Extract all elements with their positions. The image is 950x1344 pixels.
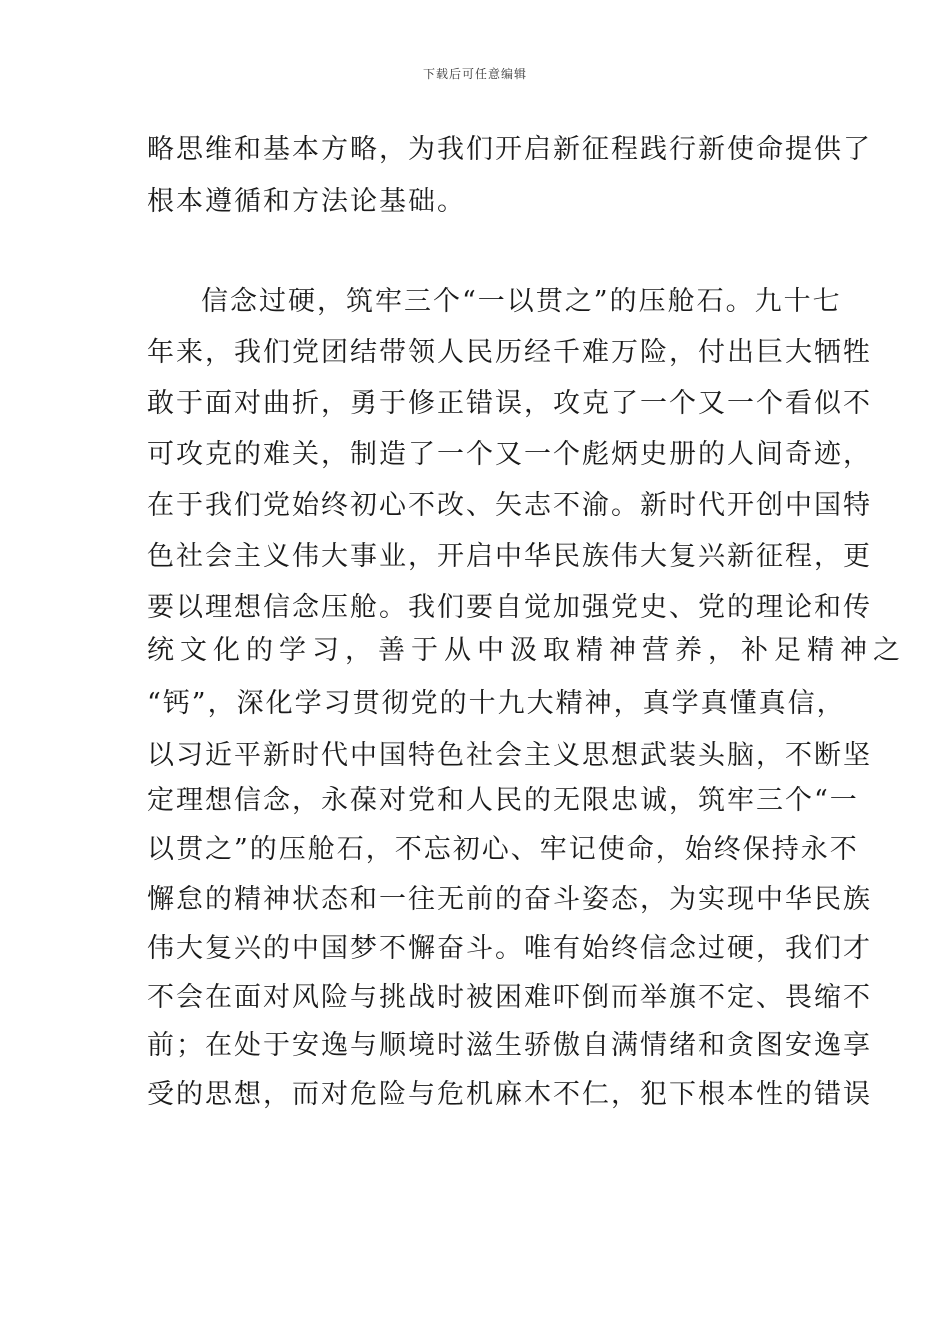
text-line: 受的思想，而对危险与危机麻木不仁，犯下根本性的错误 bbox=[147, 1079, 872, 1110]
text-line: 懈怠的精神状态和一往无前的奋斗姿态，为实现中华民族 bbox=[147, 884, 872, 915]
text-line: 在于我们党始终初心不改、矢志不渝。新时代开创中国特 bbox=[147, 490, 872, 521]
text-line: 略思维和基本方略，为我们开启新征程践行新使命提供了 bbox=[147, 134, 872, 165]
text-line: 伟大复兴的中国梦不懈奋斗。唯有始终信念过硬，我们才 bbox=[147, 933, 872, 964]
text-line: 不会在面对风险与挑战时被困难吓倒而举旗不定、畏缩不 bbox=[147, 982, 872, 1013]
text-line: 前；在处于安逸与顺境时滋生骄傲自满情绪和贪图安逸享 bbox=[147, 1030, 872, 1061]
text-line: 要以理想信念压舱。我们要自觉加强党史、党的理论和传 bbox=[147, 592, 872, 623]
text-line: 以贯之”的压舱石，不忘初心、牢记使命，始终保持永不 bbox=[147, 834, 859, 865]
text-line: 色社会主义伟大事业，开启中华民族伟大复兴新征程，更 bbox=[147, 541, 872, 572]
text-line: 信念过硬，筑牢三个“一以贯之”的压舱石。九十七 bbox=[201, 286, 842, 317]
text-line: 根本遵循和方法论基础。 bbox=[147, 186, 466, 217]
page-header: 下载后可任意编辑 bbox=[422, 67, 527, 81]
text-line: “钙”，深化学习贯彻党的十九大精神，真学真懂真信， bbox=[147, 688, 846, 719]
text-line: 统文化的学习，善于从中汲取精神营养，补足精神之 bbox=[147, 635, 906, 666]
text-line: 年来，我们党团结带领人民历经千难万险，付出巨大牺牲 bbox=[147, 337, 872, 368]
text-line: 定理想信念，永葆对党和人民的无限忠诚，筑牢三个“一 bbox=[147, 785, 859, 816]
text-line: 可攻克的难关，制造了一个又一个彪炳史册的人间奇迹， bbox=[147, 439, 872, 470]
text-line: 敢于面对曲折，勇于修正错误，攻克了一个又一个看似不 bbox=[147, 388, 872, 419]
text-line: 以习近平新时代中国特色社会主义思想武装头脑，不断坚 bbox=[147, 740, 872, 771]
